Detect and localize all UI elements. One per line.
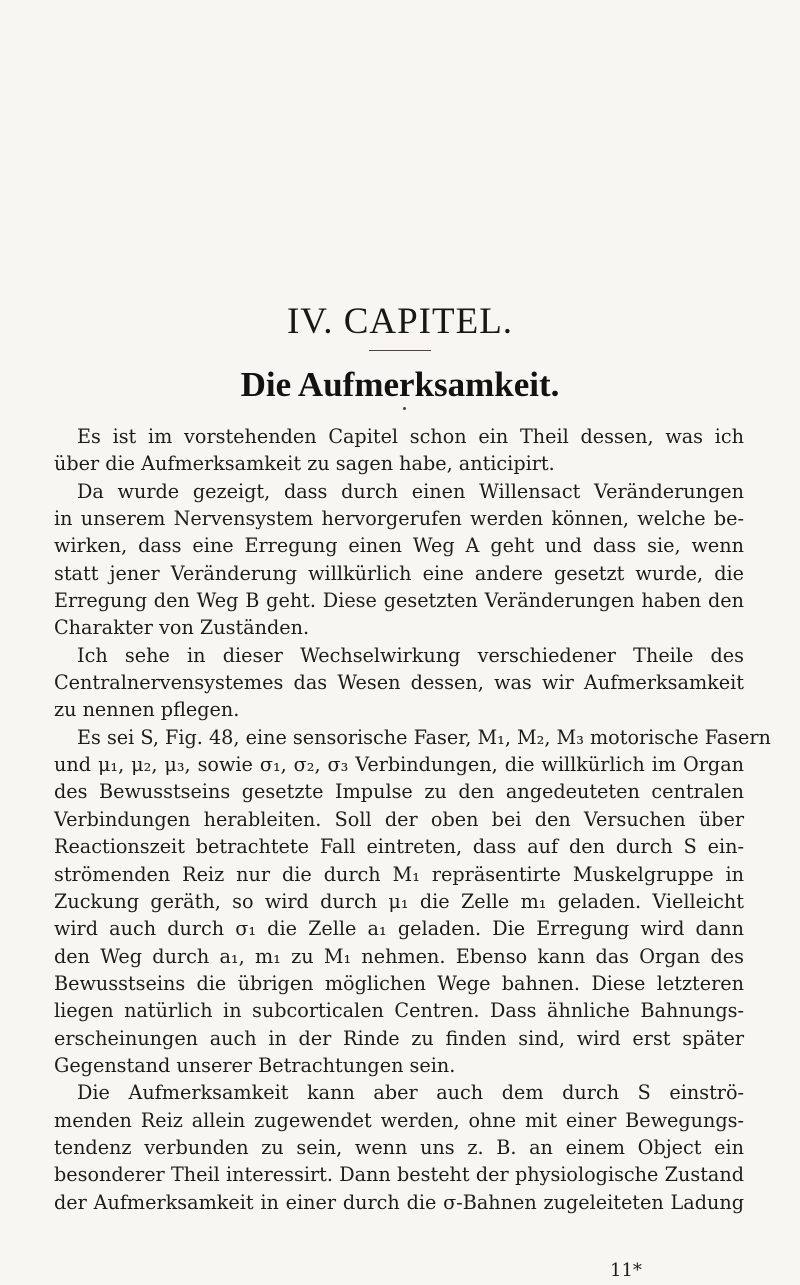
text-line: Die Aufmerksamkeit kann aber auch dem durch S einströ- — [77, 1081, 744, 1105]
text-line: Ich sehe in dieser Wechselwirkung verschiedener Theile des — [77, 643, 744, 667]
text-line: liegen natürlich in subcorticalen Centren. Dass ähnliche Bahnungs- — [54, 999, 744, 1023]
signature-mark: 11* — [610, 1260, 642, 1281]
text-line: statt jener Veränderung willkürlich eine andere gesetzt wurde, die — [54, 561, 744, 585]
text-line: zu nennen pflegen. — [54, 698, 240, 722]
text-line: Da wurde gezeigt, dass durch einen Willensact Veränderungen — [77, 479, 744, 503]
section-title: Die Aufmerksamkeit. — [240, 365, 560, 404]
text-line: Es sei S, Fig. 48, eine sensorische Faser, M₁, M₂, M₃ motorische Fasern — [77, 725, 771, 749]
text-line: Zuckung geräth, so wird durch μ₁ die Zelle m₁ geladen. Vielleicht — [54, 889, 744, 913]
text-line: Centralnervensystemes das Wesen dessen, was wir Aufmerksamkeit — [54, 671, 744, 695]
text-line: und μ₁, μ₂, μ₃, sowie σ₁, σ₂, σ₃ Verbindungen, die willkürlich im Organ — [54, 753, 744, 777]
text-line: Bewusstseins die übrigen möglichen Wege bahnen. Diese letzteren — [54, 971, 744, 995]
text-line: Reactionszeit betrachtete Fall eintreten, dass auf den durch S ein- — [54, 835, 744, 859]
text-line: besonderer Theil interessirt. Dann besteht der physiologische Zustand — [54, 1163, 744, 1187]
text-line: Gegenstand unserer Betrachtungen sein. — [54, 1053, 456, 1077]
text-line: Es ist im vorstehenden Capitel schon ein Theil dessen, was ich — [77, 425, 744, 448]
text-line: menden Reiz allein zugewendet werden, ohne mit einer Bewegungs- — [54, 1108, 744, 1132]
text-line: Charakter von Zuständen. — [54, 616, 310, 640]
text-line: wirken, dass eine Erregung einen Weg A geht und dass sie, wenn — [54, 534, 744, 558]
text-line: tendenz verbunden zu sein, wenn uns z. B. an einem Object ein — [54, 1135, 744, 1159]
text-line: des Bewusstseins gesetzte Impulse zu den angedeuteten centralen — [54, 780, 744, 804]
chapter-heading: IV. CAPITEL. — [286, 301, 514, 342]
text-line: der Aufmerksamkeit in einer durch die σ-Bahnen zugeleiteten Ladung — [54, 1190, 744, 1214]
heading-rule — [369, 350, 431, 351]
text-line: erscheinungen auch in der Rinde zu finden sind, wird erst später — [54, 1026, 744, 1050]
text-line: Verbindungen herableiten. Soll der oben bei den Versuchen über — [54, 807, 744, 831]
body-text — [54, 423, 771, 1216]
text-line: über die Aufmerksamkeit zu sagen habe, anticipirt. — [54, 452, 555, 476]
text-line: in unserem Nervensystem hervorgerufen werden können, welche be- — [54, 507, 744, 531]
text-line: Erregung den Weg B geht. Diese gesetzten Veränderungen haben den — [54, 589, 744, 613]
print-speck — [403, 407, 406, 410]
text-line: strömenden Reiz nur die durch M₁ repräsentirte Muskelgruppe in — [54, 862, 744, 886]
text-line: den Weg durch a₁, m₁ zu M₁ nehmen. Ebenso kann das Organ des — [54, 944, 744, 968]
text-line: wird auch durch σ₁ die Zelle a₁ geladen. Die Erregung wird dann — [54, 917, 744, 941]
